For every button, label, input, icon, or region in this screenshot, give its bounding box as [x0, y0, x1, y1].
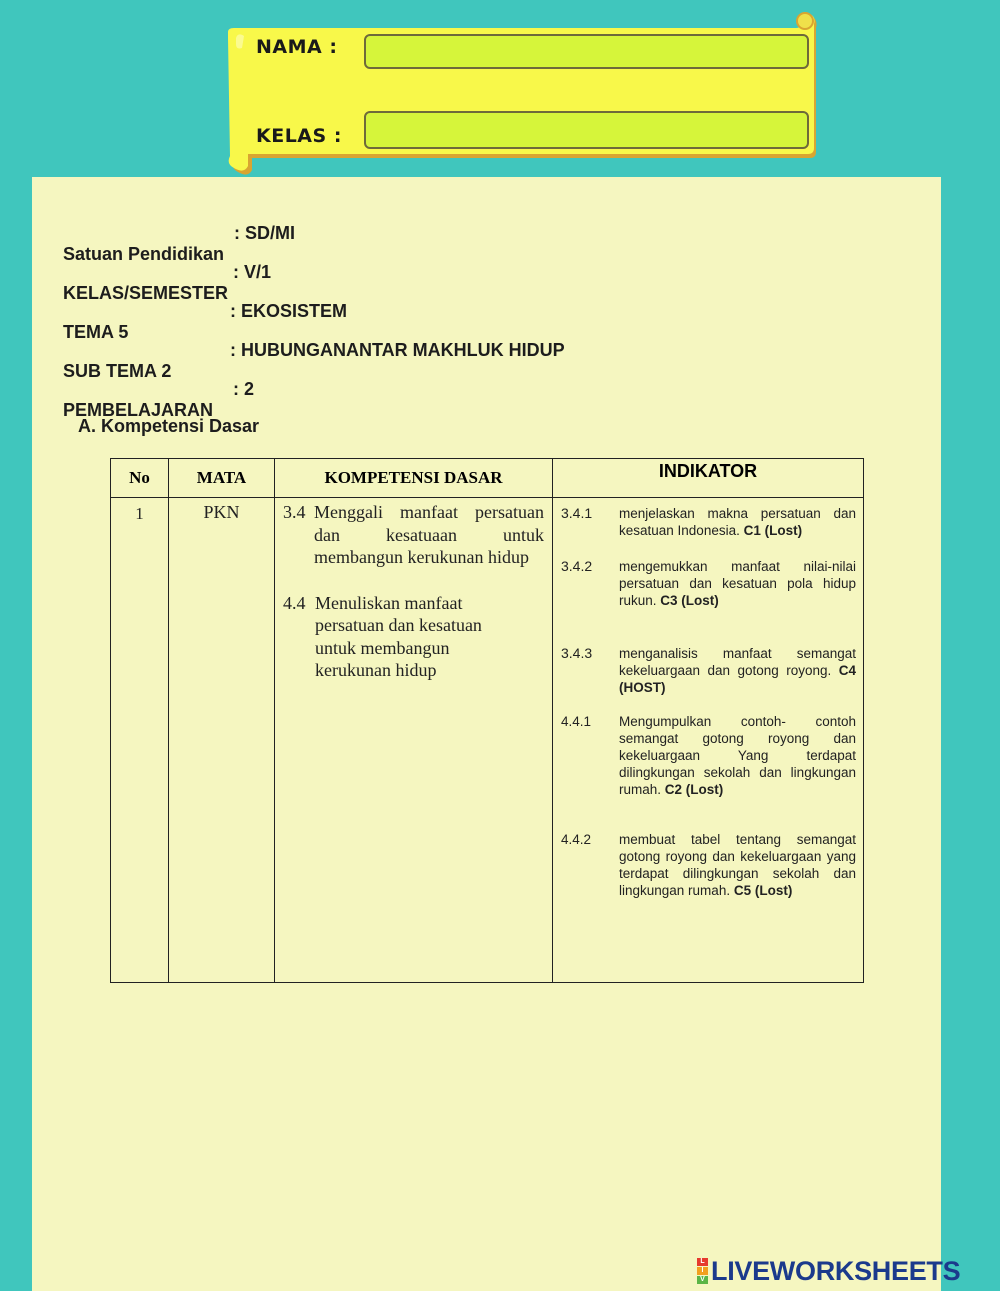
kelas-input[interactable] [364, 111, 809, 149]
indikator-item [553, 713, 856, 798]
info-label: SUB TEMA 2 [63, 361, 172, 381]
indikator-level: C3 (Lost) [660, 593, 719, 608]
cell-no: 1 [111, 498, 169, 983]
logo-text: LIVEWORKSHEETS [711, 1255, 961, 1286]
kelas-label: KELAS : [256, 125, 342, 147]
indikator-level: C4 (HOST) [619, 663, 856, 695]
indikator-level: C1 (Lost) [743, 523, 803, 538]
info-value: : EKOSISTEM [230, 301, 348, 321]
liveworksheets-logo[interactable] [697, 1256, 960, 1286]
kompetensi-item [275, 501, 544, 569]
indikator-text: membuat tabel tentang semangat gotong royong dan kekeluargaan yang terdapat dilingkungan sekolah dan lingkungan rumah. C5 (Lost) [619, 832, 856, 898]
header-no: No [111, 459, 169, 498]
indikator-number: 3.4.1 [561, 505, 593, 521]
indikator-level: C5 (Lost) [733, 883, 793, 898]
indikator-item [553, 645, 856, 696]
indikator-number: 4.4.2 [561, 832, 592, 847]
worksheet-paper [32, 177, 941, 1291]
indikator-text: menjelaskan makna persatuan dan kesatuan Indonesia. C1 (Lost) [619, 506, 856, 538]
info-label: PEMBELAJARAN [63, 400, 214, 420]
logo-letter: L [697, 1258, 708, 1266]
info-value: : 2 [233, 379, 255, 399]
header-kompetensi-dasar: KOMPETENSI DASAR [275, 459, 553, 498]
kompetensi-table [110, 458, 864, 983]
indikator-item [553, 831, 856, 899]
info-label: TEMA 5 [63, 322, 129, 342]
section-title: A. Kompetensi Dasar [78, 416, 260, 436]
kompetensi-number: 3.4 [283, 502, 306, 522]
info-label: KELAS/SEMESTER [63, 283, 229, 303]
header-mata: MATA [169, 459, 275, 498]
kompetensi-item [275, 592, 544, 682]
indikator-text: menganalisis manfaat semangat kekeluargaan dan gotong royong. C4 (HOST) [619, 646, 856, 695]
cell-indikator [553, 498, 864, 983]
nama-input[interactable] [364, 34, 809, 69]
logo-blocks-icon [697, 1258, 708, 1284]
indikator-item [553, 558, 856, 609]
info-value: : V/1 [233, 262, 272, 282]
table-row [111, 498, 864, 983]
nama-label: NAMA : [256, 36, 338, 58]
kompetensi-text: Menggali manfaat persatuan dan kesatuaan untuk membangun kerukunan hidup [314, 502, 544, 567]
info-value: : HUBUNGANANTAR MAKHLUK HIDUP [230, 340, 565, 360]
indikator-number: 3.4.2 [561, 558, 593, 574]
logo-letter: I [697, 1267, 708, 1275]
info-label: Satuan Pendidikan [63, 244, 225, 264]
header-indikator: INDIKATOR [553, 459, 864, 498]
indikator-text: mengemukkan manfaat nilai-nilai persatuan dan kesatuan pola hidup rukun. C3 (Lost) [619, 559, 856, 608]
indikator-number: 3.4.3 [561, 645, 593, 661]
cell-kompetensi [275, 498, 553, 983]
kompetensi-text: Menuliskan manfaat persatuan dan kesatuan untuk membangun kerukunan hidup [315, 592, 482, 680]
logo-letter: V [697, 1276, 708, 1284]
name-class-banner [224, 12, 820, 177]
table-header-row [111, 459, 864, 498]
indikator-text: Mengumpulkan contoh- contoh semangat gotong royong dan kekeluargaan Yang terdapat dilingkungan sekolah dan lingkungan rumah. C2 (Lost) [619, 714, 856, 797]
cell-mata: PKN [169, 498, 275, 983]
indikator-number: 4.4.1 [561, 714, 592, 729]
info-value: : SD/MI [234, 223, 295, 243]
indikator-level: C2 (Lost) [664, 782, 724, 797]
indikator-item [553, 505, 856, 539]
kompetensi-number: 4.4 [283, 592, 306, 613]
